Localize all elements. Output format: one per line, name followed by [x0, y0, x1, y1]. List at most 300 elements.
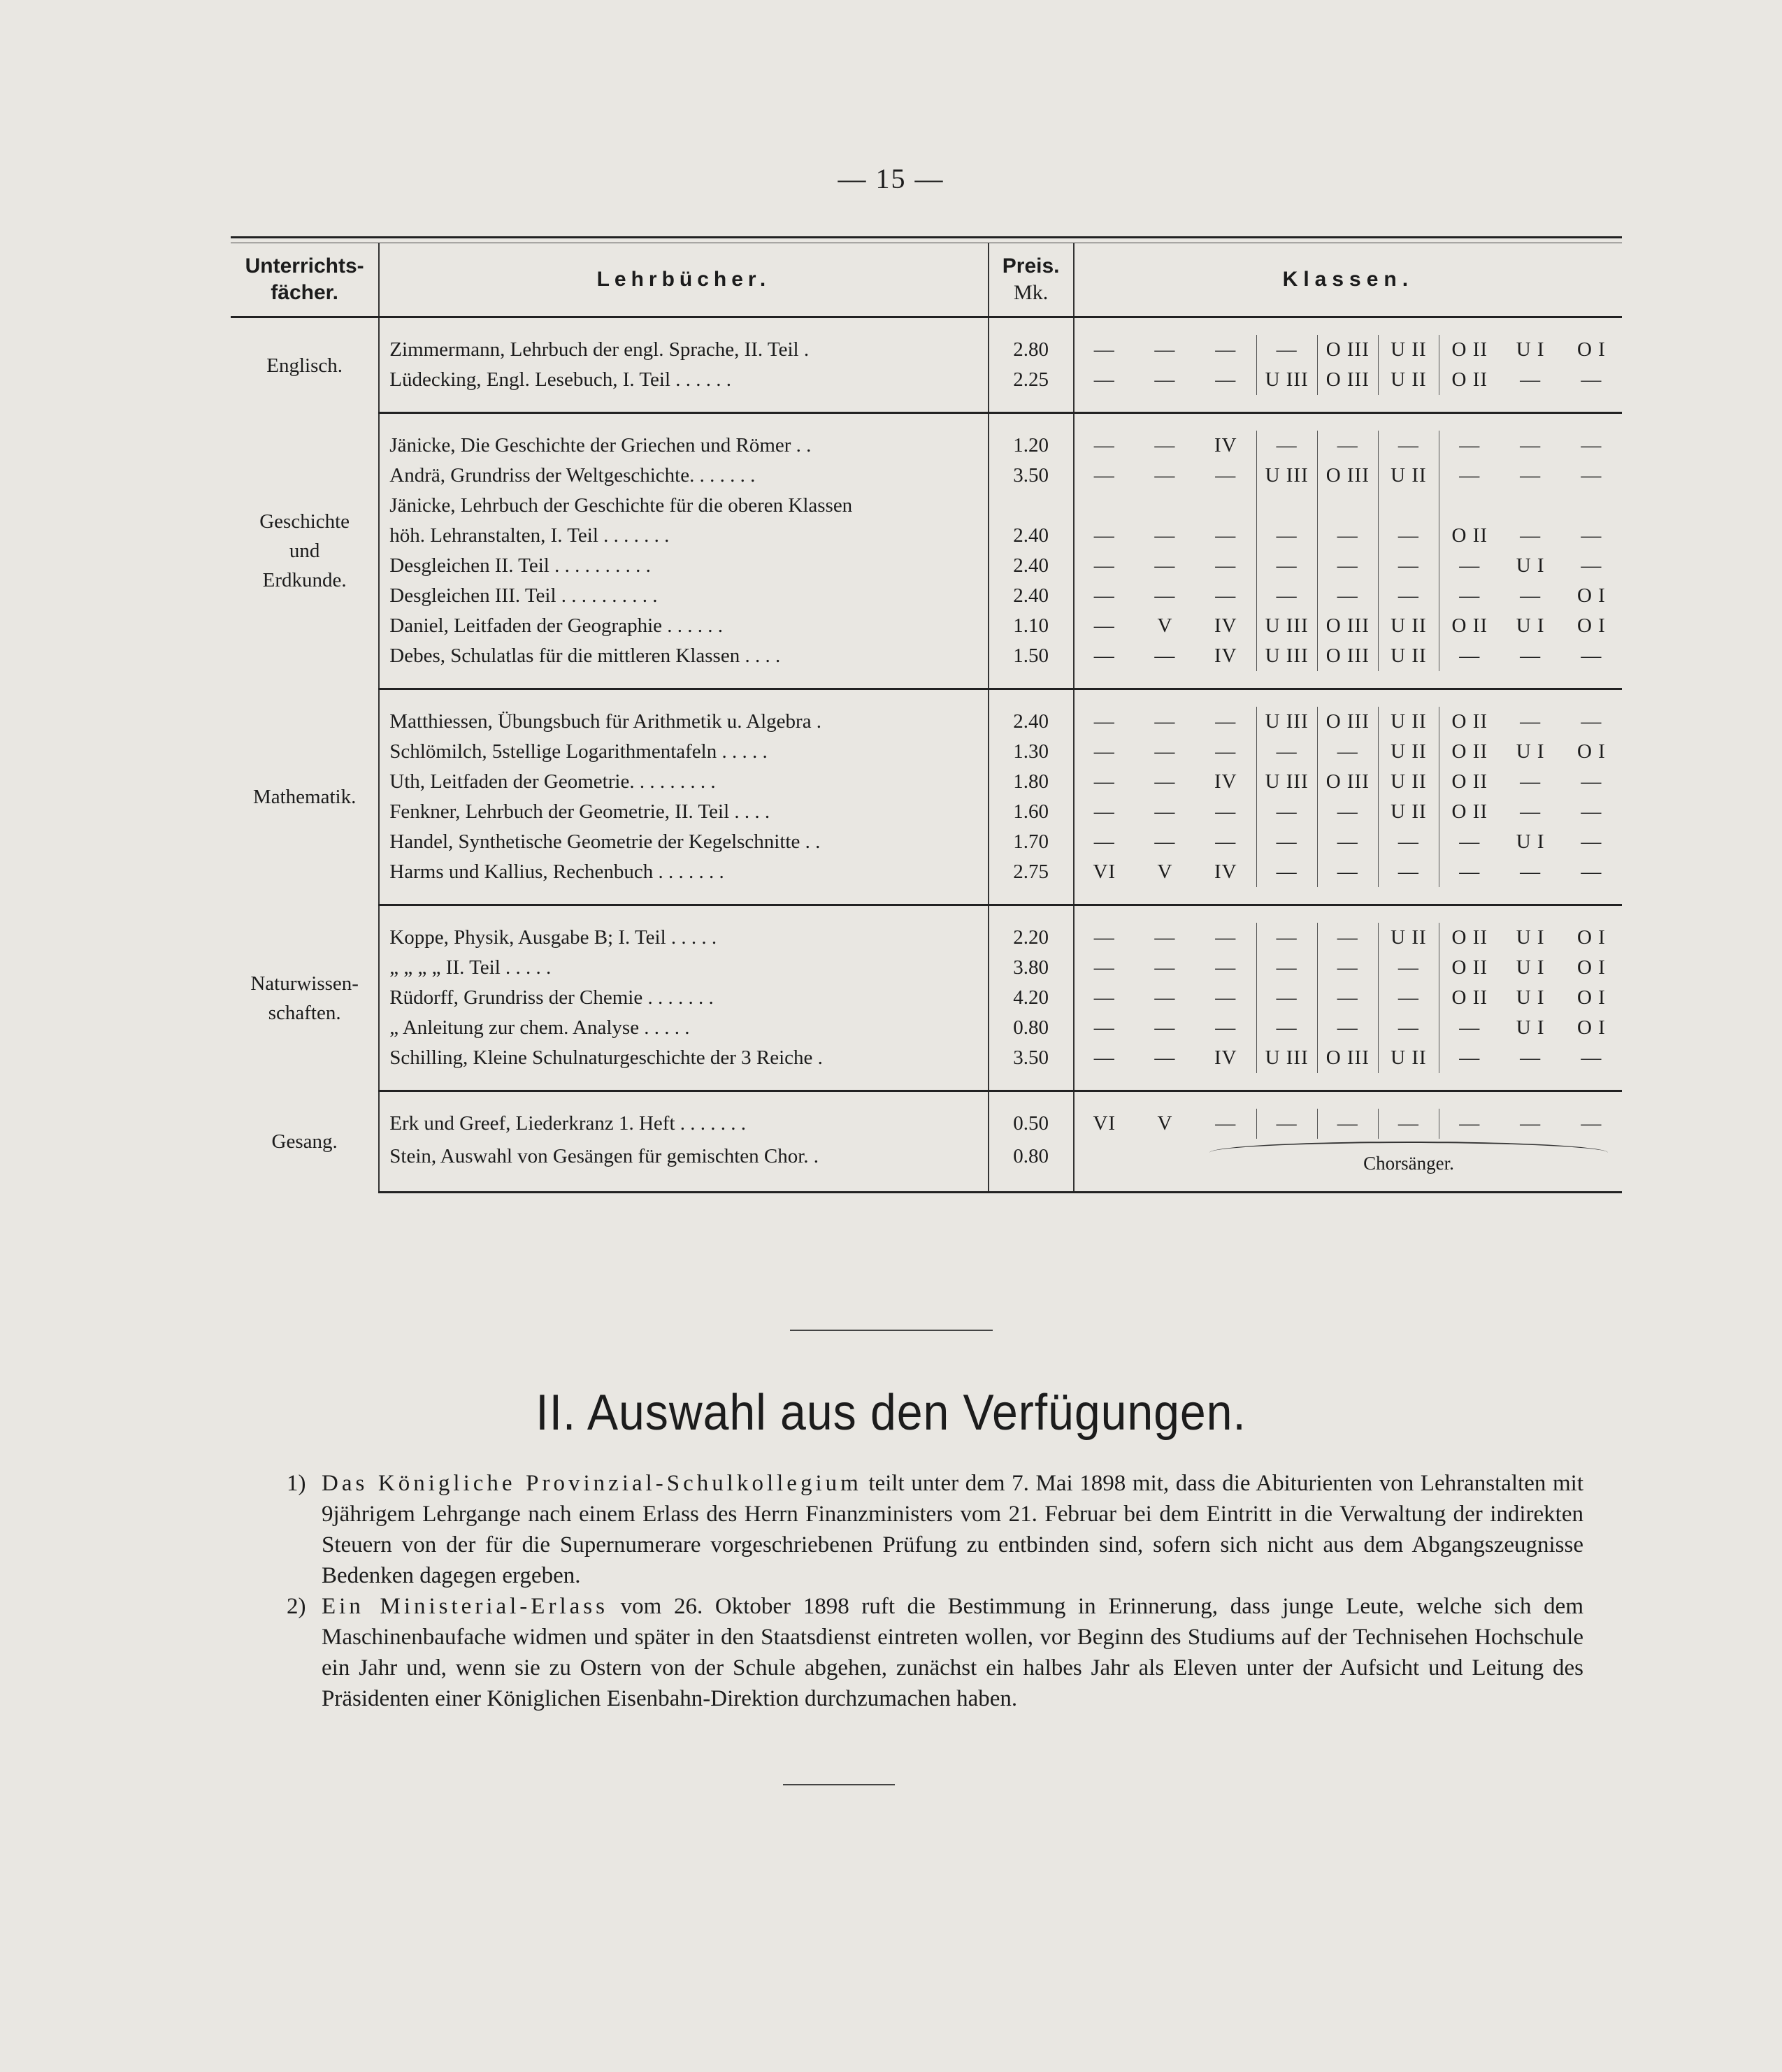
class-cell: U II — [1378, 1043, 1439, 1073]
class-cell: O I — [1576, 740, 1606, 763]
class-cell: — — [1093, 956, 1115, 979]
spacer-row — [231, 689, 1622, 707]
class-cell: IV — [1214, 1046, 1237, 1069]
header-subject-line2: fächer. — [271, 281, 339, 304]
class-cell: — — [1581, 524, 1602, 547]
class-cell: U II — [1378, 335, 1439, 365]
spacer-row — [231, 887, 1622, 905]
class-cell: — — [1154, 1016, 1176, 1039]
book-row — [231, 461, 1622, 491]
class-cell: O I — [1576, 986, 1606, 1009]
class-cell: — — [1093, 1016, 1115, 1039]
spacer-cell — [1074, 317, 1622, 336]
book-title: Jänicke, Die Geschichte der Griechen und Römer . . — [379, 431, 988, 461]
class-cell: — — [1256, 431, 1317, 461]
spacer-row — [231, 317, 1622, 336]
separator-line — [790, 1330, 993, 1331]
header-price — [989, 243, 1074, 317]
book-row — [231, 491, 1622, 521]
book-price: 2.40 — [989, 521, 1074, 551]
subject-line: Geschichte — [259, 510, 350, 533]
book-price: 1.30 — [989, 737, 1074, 767]
class-cell: — — [1439, 581, 1500, 611]
class-cell: — — [1581, 770, 1602, 793]
class-cell: — — [1520, 368, 1542, 391]
order-text: teilt unter dem 7. Mai 1898 mit, dass die Abiturienten von Lehranstalten mit 9jährigem Lehrgange nach einem Erlass des Herrn Finanzministers vom 21. Februar bei dem Eintritt in die Verwaltung der indirekten Steuern von der für die Supernumerare vorgeschriebenen Prüfung zu entbinden sind, sofern sich nicht aus dem Abgangszeugnisse Bedenken dagegen ergeben. — [322, 1471, 1583, 1588]
book-row — [231, 737, 1622, 767]
subject-line: Erdkunde. — [262, 569, 347, 591]
class-cell: — — [1093, 368, 1115, 391]
class-cell — [1074, 1139, 1195, 1174]
class-cell: — — [1520, 770, 1542, 793]
subject-line: und — [289, 540, 320, 562]
class-cell: — — [1256, 1109, 1317, 1139]
class-cell: O II — [1439, 611, 1500, 641]
subject-name — [231, 317, 379, 413]
subject-line: Gesang. — [271, 1130, 338, 1153]
class-cell: U I — [1516, 554, 1545, 577]
book-row — [231, 521, 1622, 551]
class-cell: — — [1317, 737, 1378, 767]
class-cell: — — [1581, 434, 1602, 456]
class-cell: — — [1520, 861, 1542, 883]
order-number: 1) — [287, 1471, 306, 1496]
class-cell: U II — [1378, 923, 1439, 953]
class-cell: — — [1093, 338, 1115, 361]
class-cell: — — [1520, 1046, 1542, 1069]
class-cell: — — [1154, 800, 1176, 823]
order-number: 2) — [287, 1594, 306, 1619]
book-title: Handel, Synthetische Geometrie der Kegelschnitte . . — [379, 827, 988, 857]
class-cell: — — [1215, 830, 1237, 853]
class-cell: U II — [1378, 767, 1439, 797]
spacer-cell — [989, 317, 1074, 336]
class-cell: O I — [1576, 338, 1606, 361]
spacer-cell — [379, 1174, 988, 1193]
book-price: 0.50 — [989, 1109, 1074, 1139]
class-cell: — — [1154, 956, 1176, 979]
class-cell: — — [1154, 368, 1176, 391]
book-row — [231, 335, 1622, 365]
class-cell: — — [1093, 986, 1115, 1009]
spacer-cell — [379, 413, 988, 431]
class-cell: — — [1093, 1046, 1115, 1069]
class-cell: — — [1439, 1043, 1500, 1073]
class-cell: U II — [1378, 365, 1439, 395]
book-title: „ Anleitung zur chem. Analyse . . . . . — [379, 1013, 988, 1043]
class-cell: — — [1215, 1016, 1237, 1039]
class-cell: — — [1256, 551, 1317, 581]
class-cell: — — [1581, 800, 1602, 823]
book-title: „ „ „ „ II. Teil . . . . . — [379, 953, 988, 983]
class-cell: — — [1378, 521, 1439, 551]
book-title: Debes, Schulatlas für die mittleren Klassen . . . . — [379, 641, 988, 671]
book-row — [231, 1013, 1622, 1043]
header-price-unit: Mk. — [1014, 281, 1049, 304]
spacer-row — [231, 395, 1622, 413]
book-row — [231, 1043, 1622, 1073]
chor-label-cell — [1195, 1139, 1622, 1174]
class-cell: — — [1378, 1013, 1439, 1043]
class-cell: U I — [1516, 926, 1545, 949]
class-cell: O II — [1439, 521, 1500, 551]
class-cell: — — [1154, 464, 1176, 487]
class-cell: — — [1317, 953, 1378, 983]
class-cell: U III — [1256, 461, 1317, 491]
class-cell: U II — [1378, 707, 1439, 737]
class-cell: — — [1520, 800, 1542, 823]
spacer-cell — [379, 887, 988, 905]
class-cell — [1195, 491, 1256, 521]
class-cell: O II — [1439, 797, 1500, 827]
spacer-row — [231, 905, 1622, 923]
order-text: vom 26. Oktober 1898 ruft die Bestimmung in Erinnerung, dass junge Leute, welche sich dem Maschinenbaufache widmen und später in den Staatsdienst eintreten wollen, vor Beginn des Studiums auf der Technisehen Hochschule ein Jahr und, wenn sie zu Ostern von der Schule abgehen, zunächst ein halbes Jahr als Eleven unter der Aufsicht und Leitung des Präsidenten einer Königlichen Eisenbahn-Direktion durchzumachen haben. — [322, 1594, 1583, 1711]
class-cell: U I — [1516, 956, 1545, 979]
class-cell: — — [1317, 923, 1378, 953]
book-price — [989, 491, 1074, 521]
class-cell: — — [1256, 581, 1317, 611]
class-cell: IV — [1214, 614, 1237, 637]
class-cell: — — [1378, 953, 1439, 983]
class-cell: — — [1154, 710, 1176, 733]
book-row — [231, 857, 1622, 887]
spacer-cell — [379, 1073, 988, 1091]
class-cell: — — [1317, 827, 1378, 857]
class-cell: — — [1378, 551, 1439, 581]
class-cell: U III — [1256, 767, 1317, 797]
class-cell: — — [1317, 1109, 1378, 1139]
class-cell: — — [1256, 953, 1317, 983]
class-cell: U I — [1516, 614, 1545, 637]
class-cell: U I — [1516, 830, 1545, 853]
book-price: 1.70 — [989, 827, 1074, 857]
header-subject-line1: Unterrichts- — [245, 254, 364, 278]
class-cell: — — [1154, 986, 1176, 1009]
class-cell: O III — [1317, 335, 1378, 365]
spacer-cell — [989, 1091, 1074, 1109]
class-cell: — — [1439, 551, 1500, 581]
class-cell: IV — [1214, 645, 1237, 667]
section-title: II. Auswahl aus den Verfügungen. — [536, 1385, 1246, 1441]
class-cell: — — [1215, 524, 1237, 547]
class-cell: — — [1439, 461, 1500, 491]
table-top-rule — [231, 236, 1622, 243]
class-cell — [1135, 491, 1195, 521]
class-cell: — — [1439, 641, 1500, 671]
class-cell: — — [1520, 645, 1542, 667]
class-cell: O I — [1576, 926, 1606, 949]
subject-name — [231, 413, 379, 689]
class-cell: — — [1215, 554, 1237, 577]
class-cell: U I — [1516, 338, 1545, 361]
class-cell: — — [1215, 926, 1237, 949]
spacer-cell — [379, 395, 988, 413]
book-price: 4.20 — [989, 983, 1074, 1013]
subject-line: Naturwissen- — [250, 972, 359, 995]
book-price: 2.25 — [989, 365, 1074, 395]
class-cell: — — [1378, 581, 1439, 611]
chor-brace — [1209, 1142, 1608, 1153]
header-subject — [231, 243, 379, 317]
book-row — [231, 641, 1622, 671]
subject-line: Englisch. — [266, 354, 343, 377]
book-title: höh. Lehranstalten, I. Teil . . . . . . . — [379, 521, 988, 551]
class-cell: O III — [1317, 707, 1378, 737]
class-cell: — — [1317, 983, 1378, 1013]
spacer-cell — [379, 671, 988, 689]
spacer-cell — [1074, 1091, 1622, 1109]
book-title: Koppe, Physik, Ausgabe B; I. Teil . . . . . — [379, 923, 988, 953]
book-price: 3.50 — [989, 461, 1074, 491]
class-cell: U II — [1378, 797, 1439, 827]
class-cell: — — [1215, 956, 1237, 979]
book-row — [231, 707, 1622, 737]
book-row — [231, 365, 1622, 395]
book-price: 0.80 — [989, 1139, 1074, 1174]
class-cell: O II — [1439, 767, 1500, 797]
spacer-cell — [379, 1091, 988, 1109]
class-cell: — — [1520, 524, 1542, 547]
class-cell: — — [1256, 797, 1317, 827]
class-cell: — — [1154, 434, 1176, 456]
class-cell: U III — [1256, 641, 1317, 671]
book-title: Schilling, Kleine Schulnaturgeschichte der 3 Reiche . — [379, 1043, 988, 1073]
class-cell: — — [1093, 645, 1115, 667]
class-cell: — — [1439, 431, 1500, 461]
class-cell — [1378, 491, 1439, 521]
class-cell: — — [1378, 983, 1439, 1013]
class-cell: — — [1317, 1013, 1378, 1043]
spacer-cell — [1074, 905, 1622, 923]
class-cell: IV — [1214, 434, 1237, 456]
class-cell: — — [1256, 923, 1317, 953]
spacer-cell — [1074, 395, 1622, 413]
class-cell: — — [1093, 434, 1115, 456]
book-title: Zimmermann, Lehrbuch der engl. Sprache, II. Teil . — [379, 335, 988, 365]
class-cell: — — [1378, 1109, 1439, 1139]
class-cell: O II — [1439, 983, 1500, 1013]
class-cell: — — [1581, 368, 1602, 391]
book-title: Erk und Greef, Liederkranz 1. Heft . . . . . . . — [379, 1109, 988, 1139]
class-cell: U II — [1378, 461, 1439, 491]
class-cell: — — [1256, 335, 1317, 365]
class-cell: U III — [1256, 1043, 1317, 1073]
spacer-cell — [379, 905, 988, 923]
class-cell: — — [1439, 827, 1500, 857]
subject-name — [231, 1091, 379, 1193]
class-cell: V — [1157, 1112, 1173, 1135]
class-cell: — — [1093, 524, 1115, 547]
book-row — [231, 431, 1622, 461]
header-books: Lehrbücher. — [379, 243, 988, 317]
spacer-row — [231, 671, 1622, 689]
class-cell: O I — [1576, 614, 1606, 637]
page-number: — 15 — — [838, 163, 944, 194]
spacer-cell — [989, 1073, 1074, 1091]
class-cell: — — [1093, 800, 1115, 823]
book-price: 1.60 — [989, 797, 1074, 827]
class-cell: V — [1157, 614, 1173, 637]
class-cell: U III — [1256, 611, 1317, 641]
class-cell: O II — [1439, 365, 1500, 395]
spacer-cell — [989, 1174, 1074, 1193]
class-cell: IV — [1214, 861, 1237, 883]
subject-name — [231, 905, 379, 1091]
book-title: Daniel, Leitfaden der Geographie . . . . . . — [379, 611, 988, 641]
book-title: Uth, Leitfaden der Geometrie. . . . . . . . . — [379, 767, 988, 797]
spacer-cell — [1074, 887, 1622, 905]
order-item — [287, 1468, 1583, 1591]
class-cell: O I — [1576, 956, 1606, 979]
book-row — [231, 797, 1622, 827]
class-cell: U III — [1256, 365, 1317, 395]
class-cell: — — [1317, 551, 1378, 581]
class-cell: O III — [1317, 461, 1378, 491]
class-cell: — — [1256, 521, 1317, 551]
book-title: Schlömilch, 5stellige Logarithmentafeln . . . . . — [379, 737, 988, 767]
chor-label: Chorsänger. — [1363, 1153, 1454, 1174]
book-title: Desgleichen II. Teil . . . . . . . . . . — [379, 551, 988, 581]
class-cell — [1074, 491, 1135, 521]
textbook-table — [231, 236, 1622, 1193]
subject-line: schaften. — [268, 1001, 341, 1024]
book-price: 3.80 — [989, 953, 1074, 983]
class-cell: V — [1157, 861, 1173, 883]
class-cell: — — [1215, 740, 1237, 763]
book-price: 1.50 — [989, 641, 1074, 671]
class-cell: O I — [1576, 584, 1606, 607]
spacer-cell — [379, 317, 988, 336]
spacer-row — [231, 1174, 1622, 1193]
class-cell: — — [1215, 1112, 1237, 1135]
subject-line: Mathematik. — [252, 786, 357, 808]
class-cell: — — [1581, 830, 1602, 853]
book-title: Fenkner, Lehrbuch der Geometrie, II. Teil . . . . — [379, 797, 988, 827]
spacer-row — [231, 1091, 1622, 1109]
class-cell — [1256, 491, 1317, 521]
class-cell: — — [1520, 584, 1542, 607]
class-cell: O II — [1439, 335, 1500, 365]
class-cell: — — [1256, 737, 1317, 767]
book-row — [231, 551, 1622, 581]
book-price: 2.20 — [989, 923, 1074, 953]
spacer-cell — [989, 905, 1074, 923]
class-cell: U I — [1516, 740, 1545, 763]
class-cell: — — [1154, 524, 1176, 547]
spacer-cell — [1074, 413, 1622, 431]
class-cell: — — [1154, 338, 1176, 361]
class-cell: U I — [1516, 986, 1545, 1009]
book-price: 2.40 — [989, 707, 1074, 737]
header-row — [231, 243, 1622, 317]
class-cell: O III — [1317, 767, 1378, 797]
class-cell: — — [1093, 554, 1115, 577]
class-cell: — — [1093, 770, 1115, 793]
class-cell — [1500, 491, 1561, 521]
class-cell: — — [1581, 464, 1602, 487]
book-title: Desgleichen III. Teil . . . . . . . . . . — [379, 581, 988, 611]
book-price: 3.50 — [989, 1043, 1074, 1073]
class-cell: O II — [1439, 953, 1500, 983]
subject-name — [231, 689, 379, 905]
spacer-cell — [1074, 689, 1622, 707]
spacer-row — [231, 1073, 1622, 1091]
class-cell: — — [1154, 584, 1176, 607]
class-cell: U II — [1378, 641, 1439, 671]
class-cell: — — [1093, 584, 1115, 607]
book-price: 2.40 — [989, 581, 1074, 611]
book-row — [231, 923, 1622, 953]
order-lead: Das Königliche Provinzial-Schulkollegium — [322, 1471, 862, 1496]
spacer-cell — [1074, 1174, 1622, 1193]
class-cell: — — [1215, 584, 1237, 607]
book-title: Andrä, Grundriss der Weltgeschichte. . . . . . . — [379, 461, 988, 491]
class-cell: — — [1093, 740, 1115, 763]
spacer-cell — [989, 671, 1074, 689]
class-cell: O II — [1439, 737, 1500, 767]
class-cell: — — [1093, 710, 1115, 733]
orders-list — [287, 1468, 1583, 1714]
class-cell: — — [1154, 645, 1176, 667]
class-cell — [1439, 491, 1500, 521]
book-row — [231, 1109, 1622, 1139]
book-row — [231, 767, 1622, 797]
class-cell: — — [1154, 830, 1176, 853]
class-cell: VI — [1093, 861, 1116, 883]
class-cell: — — [1215, 800, 1237, 823]
class-cell: VI — [1093, 1112, 1116, 1135]
class-cell: — — [1520, 710, 1542, 733]
class-cell: — — [1256, 1013, 1317, 1043]
book-row — [231, 611, 1622, 641]
header-price-line1: Preis. — [1002, 254, 1060, 278]
separator-line-bottom — [783, 1784, 895, 1785]
class-cell: — — [1581, 1112, 1602, 1135]
class-cell: — — [1256, 827, 1317, 857]
spacer-cell — [379, 689, 988, 707]
book-title: Lüdecking, Engl. Lesebuch, I. Teil . . . . . . — [379, 365, 988, 395]
book-title: Stein, Auswahl von Gesängen für gemischten Chor. . — [379, 1139, 988, 1174]
book-price: 1.20 — [989, 431, 1074, 461]
class-cell: — — [1317, 521, 1378, 551]
class-cell: — — [1215, 464, 1237, 487]
class-cell: — — [1256, 983, 1317, 1013]
book-row — [231, 983, 1622, 1013]
table-body — [231, 317, 1622, 1193]
spacer-cell — [989, 413, 1074, 431]
spacer-cell — [989, 887, 1074, 905]
class-cell: — — [1378, 827, 1439, 857]
class-cell: — — [1154, 554, 1176, 577]
class-cell: — — [1317, 857, 1378, 887]
class-cell: IV — [1214, 770, 1237, 793]
class-cell: — — [1154, 1046, 1176, 1069]
class-cell: — — [1520, 1112, 1542, 1135]
class-cell: — — [1154, 740, 1176, 763]
class-cell: — — [1154, 926, 1176, 949]
book-row — [231, 953, 1622, 983]
class-cell: O I — [1576, 1016, 1606, 1039]
class-cell: — — [1581, 554, 1602, 577]
book-price: 1.10 — [989, 611, 1074, 641]
class-cell: — — [1093, 926, 1115, 949]
class-cell: U II — [1378, 611, 1439, 641]
class-cell: O III — [1317, 641, 1378, 671]
class-cell: — — [1439, 1013, 1500, 1043]
textbook-grid — [231, 243, 1622, 1193]
order-item — [287, 1591, 1583, 1714]
spacer-cell — [989, 689, 1074, 707]
